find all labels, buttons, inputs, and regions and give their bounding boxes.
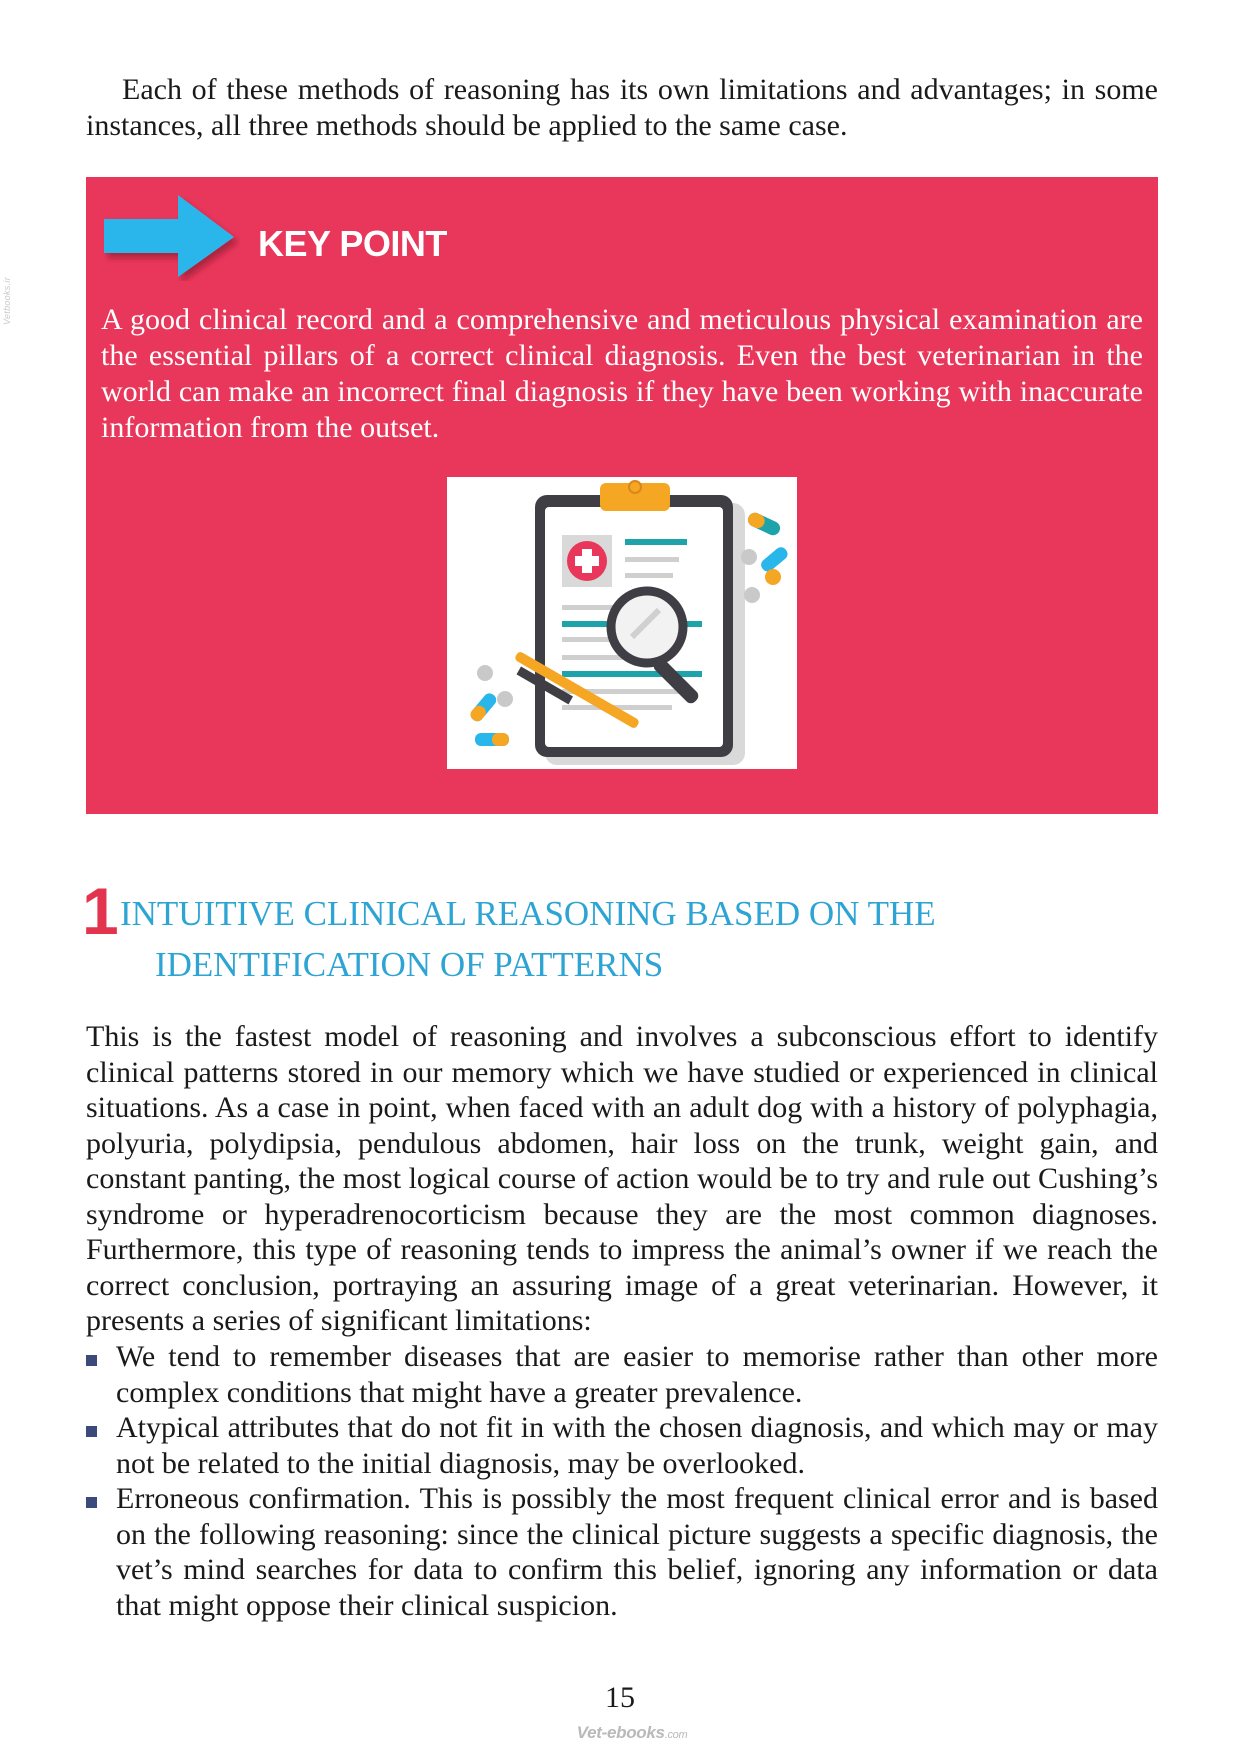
list-item [86,1481,1158,1623]
list-item-text: Atypical attributes that do not fit in with the chosen diagnosis, and which may or may not be related to the initial diagnosis, may be overlooked. [116,1411,1158,1480]
bullet-square-icon [86,1355,97,1366]
section-title-line2: IDENTIFICATION OF PATTERNS [155,945,664,984]
intro-paragraph: Each of these methods of reasoning has its own limitations and advantages; in some instances, all three methods should be applied to the same case. [86,73,1158,142]
key-point-text: A good clinical record and a comprehensive and meticulous physical examination are the essential pillars of a correct clinical diagnosis. Even the best veterinarian in the world can make an incorrect final diagnosis if they have been working with inaccurate information from the outset. [101,303,1143,444]
bullet-square-icon [86,1497,97,1508]
section-title-line1: INTUITIVE CLINICAL REASONING BASED ON THE [120,894,936,933]
bullet-square-icon [86,1426,97,1437]
list-item [86,1339,1158,1410]
page-number: 15 [605,1681,635,1714]
section-title [120,888,1020,990]
key-point-label: KEY POINT [258,223,447,264]
limitations-list [86,1339,1158,1623]
side-watermark: Vetbooks.ir [2,277,12,325]
arrow-right-icon [100,191,240,281]
body-paragraph: This is the fastest model of reasoning and involves a subconscious effort to identify clinical patterns stored in our memory which we have studied or experienced in clinical situations. As a case in point, when faced with an adult dog with a history of polyphagia, polyuria, polydipsia, pendulous abdomen, hair loss on the trunk, weight gain, and constant panting, the most logical course of action would be to try and rule out Cushing’s syndrome or hyperadrenocorticism because they are the most common diagnoses. Furthermore, this type of reasoning tends to impress the animal’s owner if we reach the correct conclusion, portraying an assuring image of a great veterinarian. However, it presents a series of significant limitations: [86,1020,1158,1337]
list-item-text: We tend to remember diseases that are easier to memorise rather than other more complex conditions that might have a greater prevalence. [116,1340,1158,1409]
clipboard-magnifier-icon [447,477,797,769]
clipboard-illustration [447,477,797,769]
list-item-text: Erroneous confirmation. This is possibly the most frequent clinical error and is based on the following reasoning: since the clinical picture suggests a specific diagnosis, the vet’s mind searches for data to confirm this belief, ignoring any information or data that might oppose their clinical suspicion. [116,1482,1158,1622]
footer-watermark-suffix: .com [664,1729,688,1741]
list-item [86,1410,1158,1481]
key-point-box [86,177,1158,814]
section-number: 1 [82,874,119,948]
footer-watermark-text: Vet-ebooks [576,1723,665,1742]
footer-watermark [567,1723,697,1743]
